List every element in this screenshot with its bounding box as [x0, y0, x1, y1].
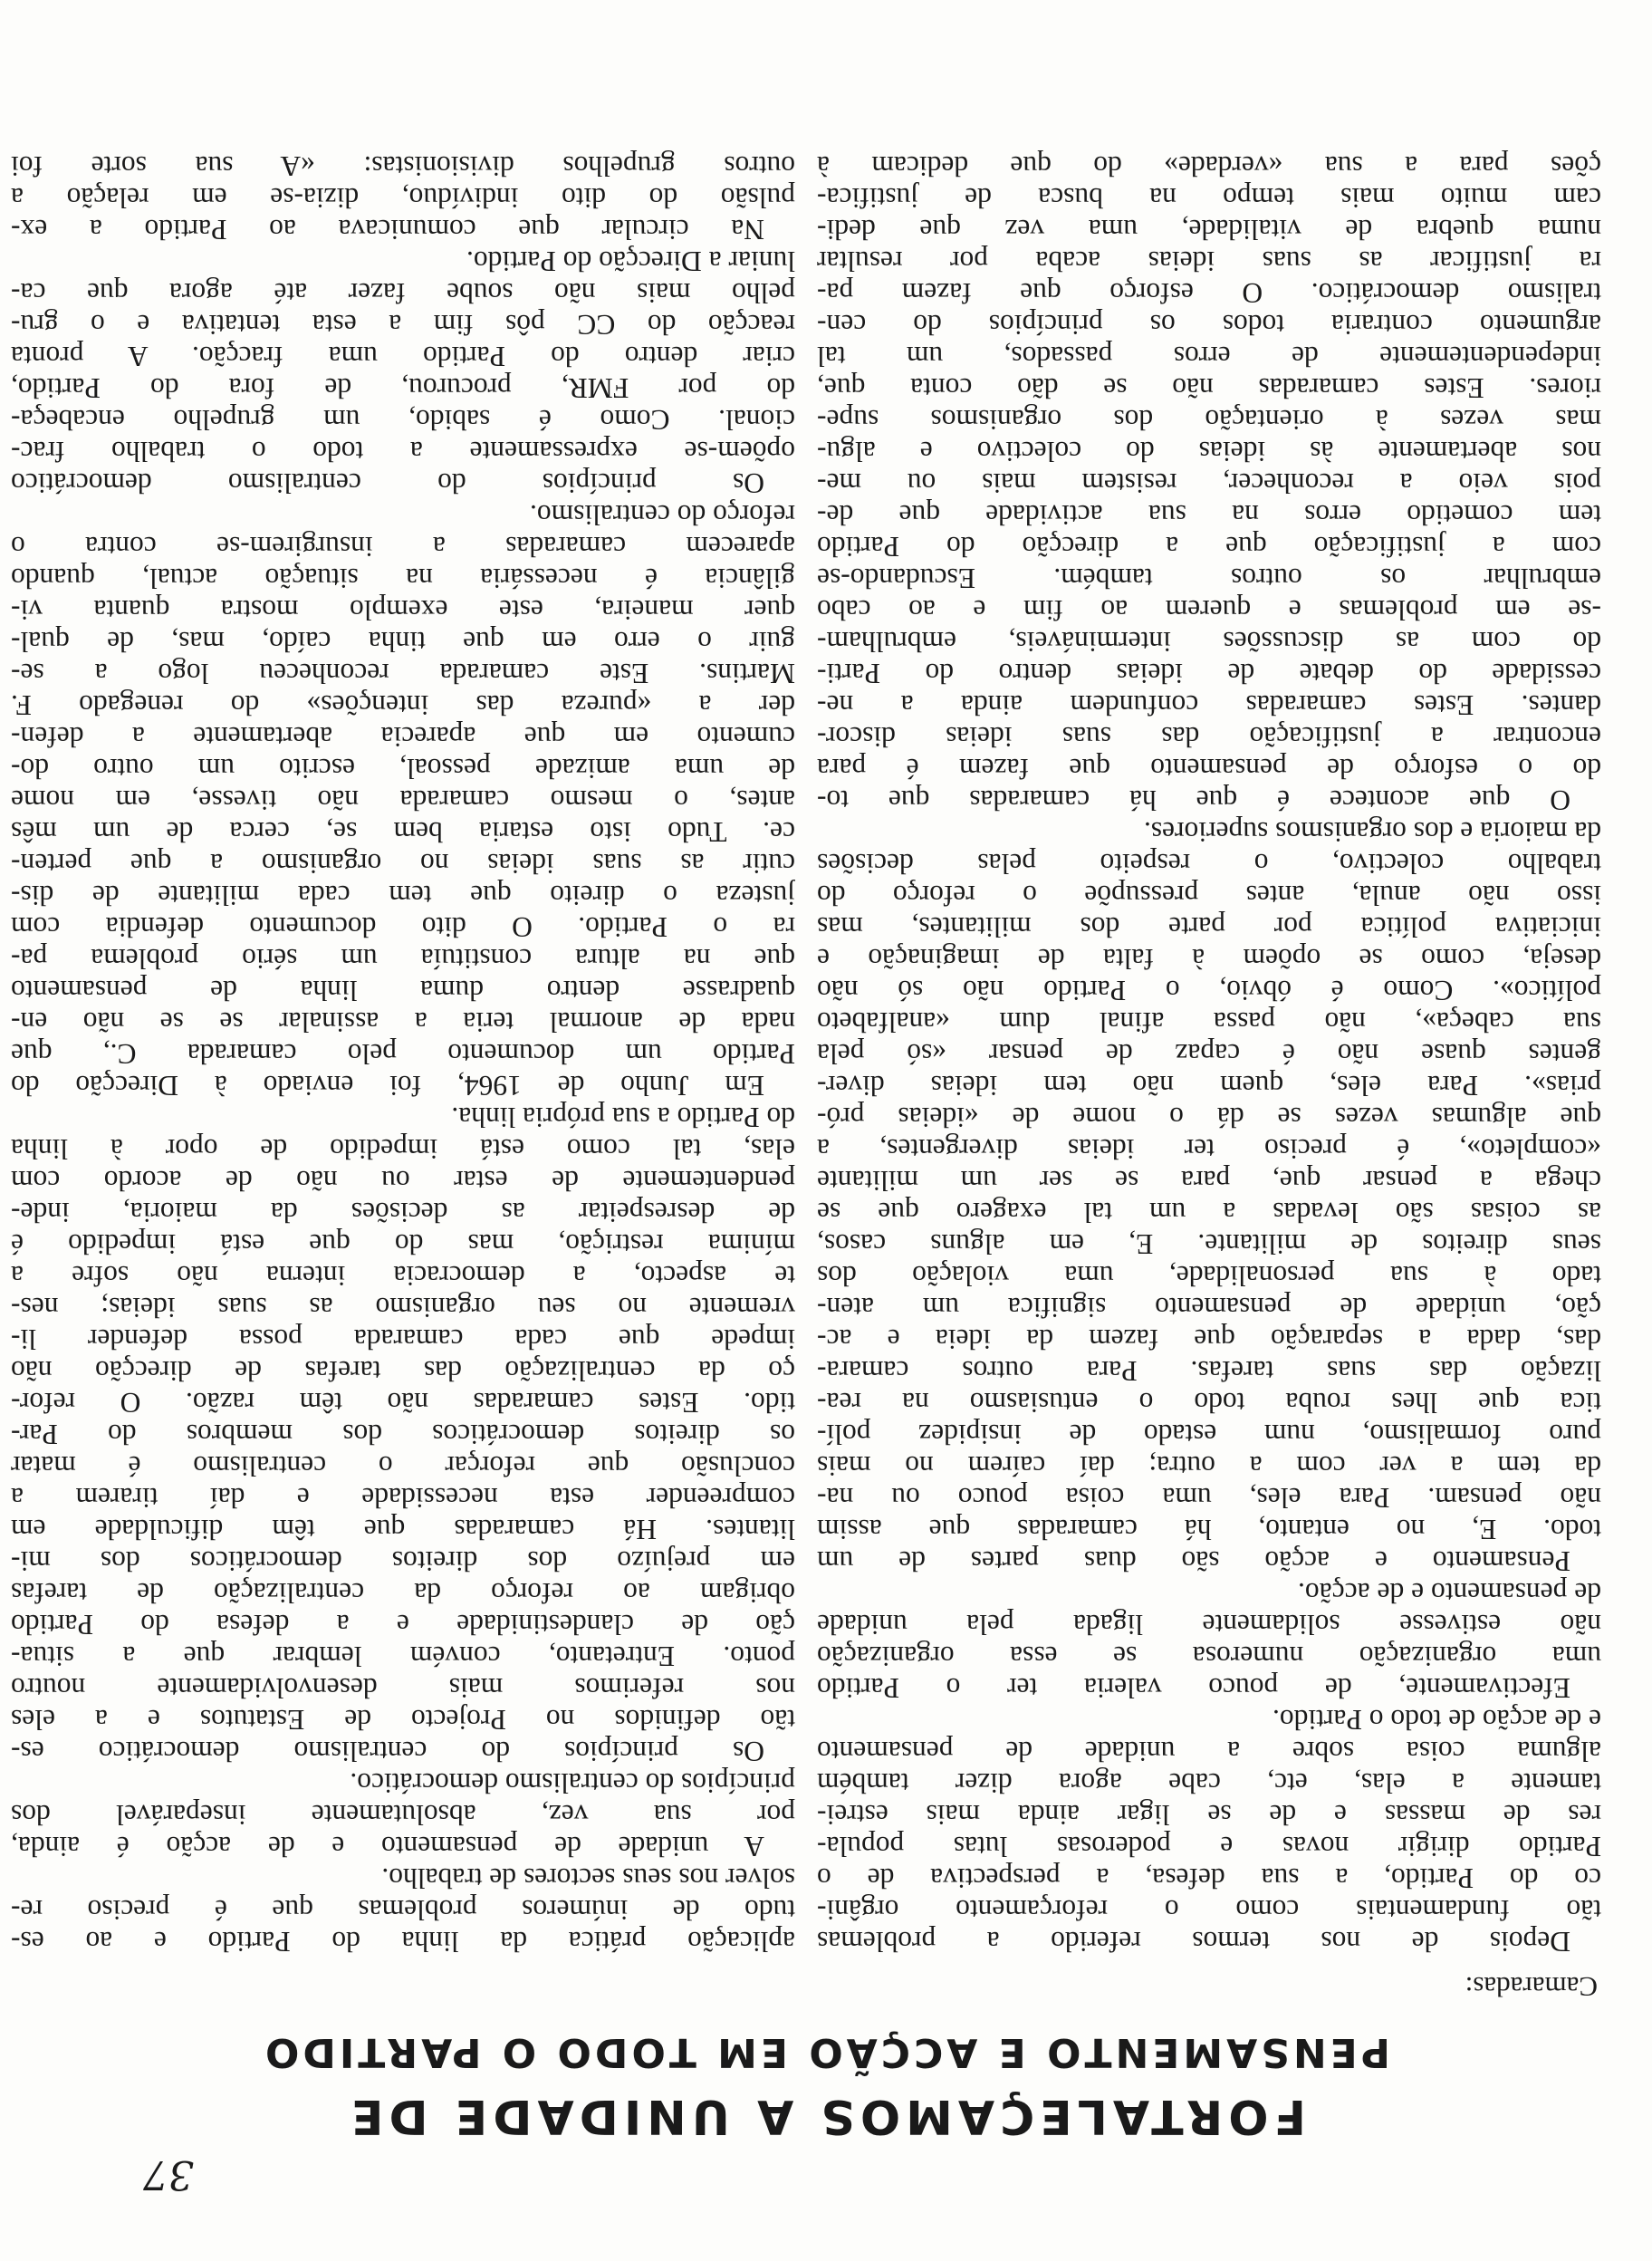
text-line: Partido um documento pelo camarada C., que — [11, 1038, 795, 1070]
text-line: ções para a sua «verdade» do que dedicam à — [817, 150, 1601, 182]
text-line: vremente no seu organismo as suas ideias; nes- — [11, 1292, 795, 1323]
text-line: ço da centralização das tarefas de direcção não — [11, 1355, 795, 1387]
text-line: da maioria e dos organismos superiores. — [1143, 816, 1601, 848]
text-line: tado à sua personalidade, uma violação dos — [817, 1260, 1601, 1292]
text-line: mínima restrição, mas do que está impedido é — [11, 1228, 795, 1260]
text-line: ce. Tudo isto estaria bem se, cerca de um mês — [11, 816, 795, 848]
text-line: guir o erro em que tinha caído, mas, de qual- — [11, 626, 795, 658]
text-line: Os princípios do centralismo democrático — [11, 467, 764, 499]
text-line: Depois de nos termos referido a problemas — [817, 1926, 1570, 1958]
text-line: tido. Estes camaradas não têm razão. O refor- — [11, 1387, 795, 1419]
text-line: embrulhar os outros também. Escudando-se — [817, 563, 1601, 594]
text-line: res de massas e de se ligar ainda mais estrei- — [817, 1799, 1601, 1831]
text-line: conclusão que reforçar o centralismo é matar — [11, 1450, 795, 1482]
paragraph — [11, 245, 795, 499]
text-line: sua cabeça», não passa afinal dum «analfabeto — [817, 1006, 1601, 1038]
page-title-line-1: FORTALEÇAMOS A UNIDADE DE — [346, 2089, 1306, 2143]
text-line: do com as discussões intermináveis, embrulham- — [817, 626, 1601, 658]
text-line: nos referimos mais desenvolvidamente noutro — [11, 1672, 795, 1704]
text-line: gilância é necessária na situação actual, quando — [11, 563, 795, 594]
text-line: pendentemente de estar ou não de acordo com — [11, 1165, 795, 1197]
text-line: Na circular que comunicava ao Partido a ex- — [11, 214, 764, 245]
text-line: Martins. Este camarada reconheceu logo a se- — [11, 658, 795, 689]
paragraph — [11, 1102, 795, 1767]
text-line: os direitos democráticos dos membros do Par- — [11, 1419, 795, 1450]
text-line: quadrasse dentro duma linha de pensamento — [11, 975, 795, 1006]
text-line: ra o Partido. O dito documento defendia com — [11, 911, 795, 943]
text-line: ção de clandestinidade e a defesa do Partido — [11, 1609, 795, 1640]
text-line: numa quebra de vitalidade, uma vez que dedi- — [817, 214, 1601, 245]
text-line: reacção do CC pôs fim a esta tentativa e o gru- — [11, 309, 795, 341]
text-line: co do Partido, a sua defesa, a perspectiva de o — [817, 1862, 1601, 1894]
text-line: as coisas são levadas a um tal exagero que se — [817, 1197, 1601, 1228]
text-line: outros grupelhos divisionistas: «A sua sorte foi — [11, 150, 795, 182]
text-line: do Partido a sua própria linha. — [451, 1102, 795, 1133]
text-line: cam muito mais tempo na busca de justifica- — [817, 182, 1601, 214]
text-line: O que acontece é que há camaradas que to- — [817, 784, 1570, 816]
text-line: ção, unidade de pensamento significa um aten- — [817, 1292, 1601, 1323]
text-line: isso não anula, antes pressupõe o reforço do — [817, 880, 1601, 911]
text-line: nos abertamente às ideias do colectivo e algu- — [817, 436, 1601, 467]
text-column-left — [817, 150, 1601, 1958]
text-line: não pensam. Para eles, uma coisa pouco ou na- — [817, 1482, 1601, 1514]
text-line: do por FMR, procurou, de fora do Partido, — [11, 372, 795, 404]
text-line: de desrespeitar as decisões da maioria, inde- — [11, 1197, 795, 1228]
text-line: princípios do centralismo democrático. — [350, 1767, 795, 1799]
paragraph — [817, 1704, 1601, 1958]
text-line: cional. Como é sabido, um grupelho encabeça- — [11, 404, 795, 436]
page-number: 37 — [143, 2151, 194, 2198]
text-line: «completo», é preciso ter ideias divergentes, a — [817, 1133, 1601, 1165]
text-line: opõem-se expressamente a todo o trabalho frac- — [11, 436, 795, 467]
text-line: puro formalismo, num estado de insipidez polí- — [817, 1419, 1601, 1450]
text-line: gentes quase não é capaz de pensar «só pela — [817, 1038, 1601, 1070]
text-line: e de acção de todo o Partido. — [1273, 1704, 1601, 1736]
text-line: Em Junho de 1964, foi enviado à Direcção do — [11, 1070, 764, 1102]
text-line: justeza o direito que tem cada militante de dis- — [11, 880, 795, 911]
text-line: quer maneira, este exemplo mostra quanta vi- — [11, 594, 795, 626]
text-line: tica que lhes rouba todo o entusiasmo na rea- — [817, 1387, 1601, 1419]
text-line: A unidade de pensamento e de acção é ainda, — [11, 1831, 764, 1862]
text-line: não estivesse solidamente ligada pela unidade — [817, 1609, 1601, 1640]
paragraph — [11, 499, 795, 1102]
text-line: chega a pensar que, para se ser um militante — [817, 1165, 1601, 1197]
text-line: político». Como é óbvio, o Partido não só não — [817, 975, 1601, 1006]
text-line: com a justificação que a direcção do Partido — [817, 531, 1601, 563]
text-line: alguma coisa sobre a unidade de pensamento — [817, 1736, 1601, 1767]
text-line: argumento contraria todos os princípios do cen- — [817, 309, 1601, 341]
text-line: tão fundamentais como o reforçamento orgâni- — [817, 1894, 1601, 1926]
paragraph — [817, 1577, 1601, 1704]
text-line: Partido dirigir novas e poderosas lutas popula- — [817, 1831, 1601, 1862]
text-line: nada de anormal teria a assinalar se se não en- — [11, 1006, 795, 1038]
text-line: aplicação prática da linha do Partido e ao es- — [11, 1926, 795, 1958]
text-line: lização das suas tarefas. Para outros camara- — [817, 1355, 1601, 1387]
text-line: tão definidos no Projecto de Estatutos e a eles — [11, 1704, 795, 1736]
text-line: todo. E, no entanto, há camaradas que assim — [817, 1514, 1601, 1545]
text-line: impede que cada camarada possa defender li- — [11, 1323, 795, 1355]
text-line: das, dada a separação que fazem da ideia e ac- — [817, 1323, 1601, 1355]
paragraph — [11, 1767, 795, 1862]
paragraph — [817, 816, 1601, 1577]
text-line: der a «pureza das intenções» do renegado F. — [11, 689, 795, 721]
text-line: ponto. Entretanto, convém lembrar que a situa- — [11, 1640, 795, 1672]
text-line: compreender esta necessidade e daí tirarem a — [11, 1482, 795, 1514]
text-line: antes, o mesmo camarada não tivesse, em nome — [11, 784, 795, 816]
text-line: aparecem camaradas a insurgirem-se contra o — [11, 531, 795, 563]
text-line: reforço do centralismo. — [529, 499, 795, 531]
text-line: dantes. Estes camaradas confundem ainda a ne- — [817, 689, 1601, 721]
text-line: independentemente de erros passados, um tal — [817, 341, 1601, 372]
text-line: do o esforço de pensamento que fazem é para — [817, 753, 1601, 784]
text-line: iniciativa política por parte dos militantes, mas — [817, 911, 1601, 943]
paragraph — [11, 1862, 795, 1958]
text-line: de pensamento e de acção. — [1298, 1577, 1601, 1609]
text-line: tem cometido erros na sua actividade que de- — [817, 499, 1601, 531]
text-line: te aspecto, a democracia interna não sofre a — [11, 1260, 795, 1292]
page-title-line-2: PENSAMENTO E ACÇÃO EM TODO O PARTIDO — [261, 2029, 1391, 2075]
text-line: cumento em que aparecia abertamente a defen- — [11, 721, 795, 753]
text-line: elas, tal como está impedido de opor à linha — [11, 1133, 795, 1165]
text-line: Efectivamente, de pouco valeria ter o Partido — [817, 1672, 1570, 1704]
text-line: encontrar a justificação das suas ideias discor- — [817, 721, 1601, 753]
text-line: solver nos seus sectores de trabalho. — [381, 1862, 795, 1894]
text-line: tudo de inúmeros problemas que é preciso re- — [11, 1894, 795, 1926]
text-line: -se em problemas e querem ao fim e ao cabo — [817, 594, 1601, 626]
text-line: em prejuízo dos direitos democráticos dos mi- — [11, 1545, 795, 1577]
text-line: de uma amizade pessoal, escrito um outro do- — [11, 753, 795, 784]
text-line: por sua vez, absolutamente inseparável dos — [11, 1799, 795, 1831]
text-line: prias». Para eles, quem não tem ideias diver- — [817, 1070, 1601, 1102]
paragraph — [817, 150, 1601, 816]
text-line: que algumas vezes se dá o nome de «ideias pró- — [817, 1102, 1601, 1133]
text-line: seus direitos de militante. E, em alguns casos, — [817, 1228, 1601, 1260]
salutation: Camaradas: — [1465, 1971, 1598, 2003]
text-line: luniar a Direcção do Partido. — [466, 245, 795, 277]
text-line: criar dentro do Partido uma fracção. A pronta — [11, 341, 795, 372]
text-line: da tem a ver com a outra; daí caírem no mais — [817, 1450, 1601, 1482]
text-line: deseja, como se opõem à falta de imaginação e — [817, 943, 1601, 975]
text-line: cessidade do debate de ideias dentro do Parti- — [817, 658, 1601, 689]
text-line: que na altura constituía um sério problema pa- — [11, 943, 795, 975]
text-line: pois veio a reconhecer, resistem mais ou me- — [817, 467, 1601, 499]
text-line: cutir as suas ideias no organismo a que perten- — [11, 848, 795, 880]
text-line: litantes. Há camaradas que têm dificuldade em — [11, 1514, 795, 1545]
text-line: tralismo democrático. O esforço que fazem pa- — [817, 277, 1601, 309]
text-line: trabalho colectivo, o respeito pelas decisões — [817, 848, 1601, 880]
text-line: pulsão do dito indivíduo, dizia-se em relação a — [11, 182, 795, 214]
text-line: riores. Estes camaradas não se dão conta que, — [817, 372, 1601, 404]
text-line: Pensamento e acção são duas partes de um — [817, 1545, 1570, 1577]
text-column-right — [11, 150, 795, 1958]
text-line: ra justificar as suas ideias acaba por resultar — [817, 245, 1601, 277]
text-line: uma organização numerosa se essa organização — [817, 1640, 1601, 1672]
text-line: obrigam ao reforço da centralização de tarefas — [11, 1577, 795, 1609]
text-line: Os princípios do centralismo democrático es- — [11, 1736, 764, 1767]
paragraph — [11, 150, 795, 245]
text-line: pelho mais não soube fazer até agora que ca- — [11, 277, 795, 309]
text-line: tamente a elas, etc, cabe agora dizer também — [817, 1767, 1601, 1799]
text-line: mas vezes à orientação dos organismos supe- — [817, 404, 1601, 436]
